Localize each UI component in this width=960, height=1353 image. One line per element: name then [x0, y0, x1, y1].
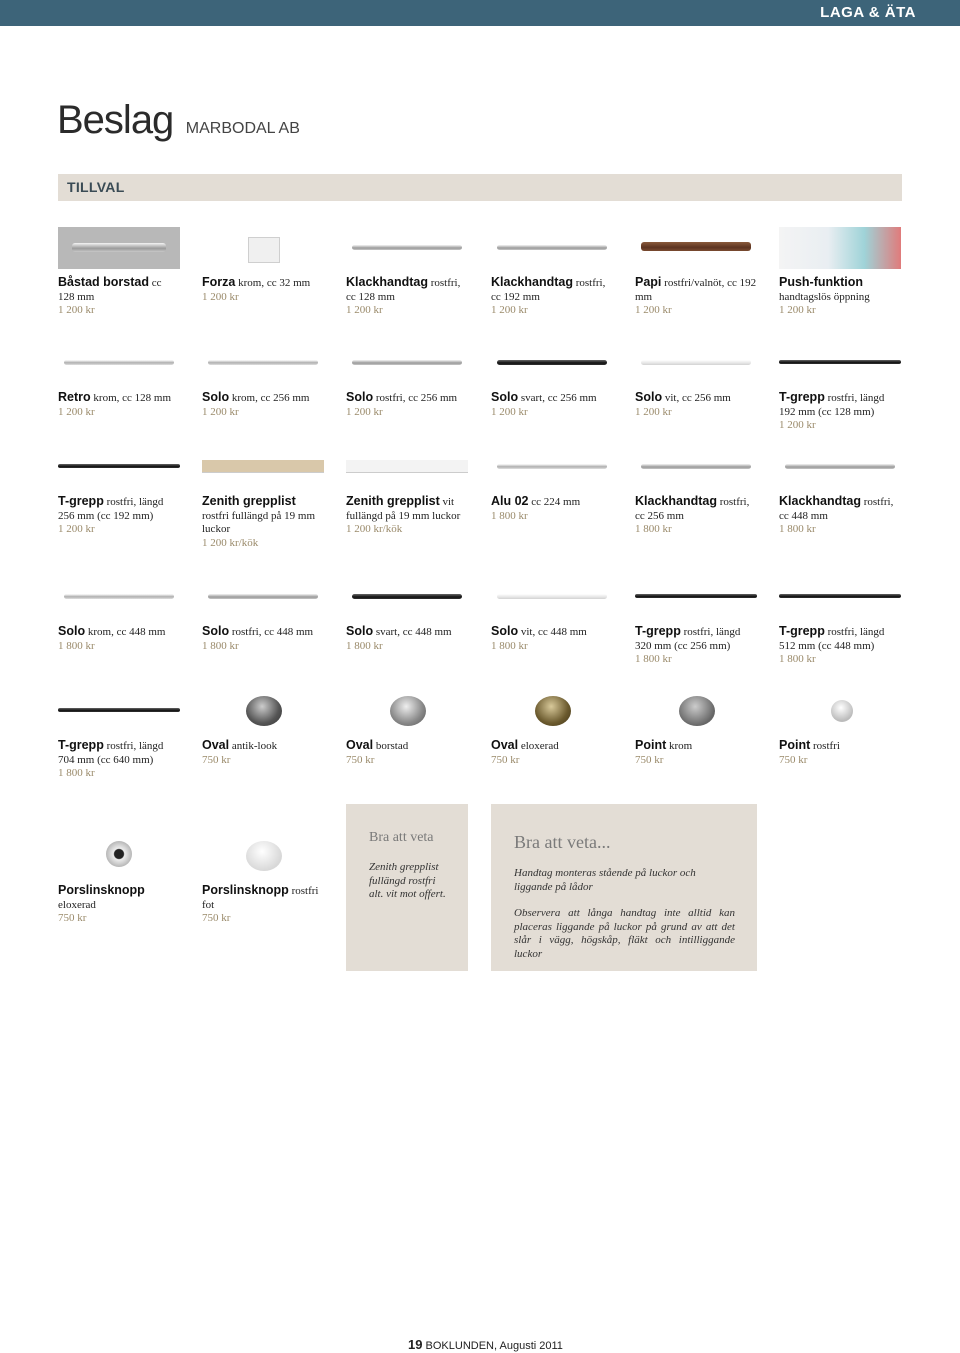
product-desc: rostfri, cc 128 mm [346, 277, 461, 303]
product-name: T-grepp [635, 624, 681, 638]
product-image [779, 342, 901, 384]
product-desc: rostfri, längd 256 mm (cc 192 mm) [58, 496, 164, 522]
product-name: Solo [491, 390, 519, 404]
product-price: 1 800 kr [779, 653, 816, 665]
product-text [202, 884, 324, 912]
product-price: 1 200 kr [58, 405, 95, 418]
product-text [58, 276, 180, 304]
product-price: 1 200 kr [491, 405, 528, 418]
product-item [346, 342, 468, 419]
product-image [58, 835, 180, 877]
product-desc: svart, cc 448 mm [373, 626, 452, 638]
product-name: Zenith grepplist [346, 494, 440, 508]
product-price: 750 kr [346, 753, 375, 766]
product-price: 1 800 kr [779, 523, 816, 535]
product-price: 1 800 kr [635, 653, 672, 665]
product-item [58, 227, 180, 318]
product-image [491, 342, 613, 384]
product-desc: vit, cc 256 mm [662, 392, 731, 404]
product-price: 750 kr [202, 912, 231, 924]
page-number: 19 [408, 1337, 423, 1352]
product-desc: vit, cc 448 mm [518, 626, 587, 638]
section-label: LAGA & ÄTA [820, 4, 916, 21]
product-image [58, 227, 180, 269]
product-name: Solo [202, 624, 230, 638]
product-name: Zenith grepplist [202, 494, 296, 508]
product-price: 1 200 kr [346, 304, 383, 316]
product-name: T-grepp [779, 624, 825, 638]
info-large-para1: Handtag monteras stående på luckor och liggande på lådor [514, 867, 696, 893]
product-name: Oval [202, 738, 230, 752]
product-image [58, 342, 180, 384]
product-item [58, 342, 180, 419]
top-bar [0, 0, 960, 26]
product-item [635, 342, 757, 419]
product-name: Point [635, 738, 667, 752]
product-desc: krom, cc 128 mm [90, 392, 172, 404]
product-item [58, 835, 180, 926]
product-desc: rostfri [810, 740, 840, 752]
product-text [779, 625, 901, 653]
product-text [58, 495, 180, 523]
tillval-banner [58, 174, 902, 201]
product-desc: rostfri, längd 192 mm (cc 128 mm) [779, 392, 885, 418]
product-text [58, 884, 180, 912]
product-desc: borstad [373, 740, 409, 752]
product-price: 750 kr [779, 753, 808, 766]
product-image [635, 227, 757, 269]
product-desc: rostfri, längd 320 mm (cc 256 mm) [635, 626, 741, 652]
product-price: 1 800 kr [491, 639, 528, 652]
product-price: 1 200 kr [635, 304, 672, 316]
product-text [635, 391, 757, 406]
product-text [58, 739, 180, 767]
product-desc: rostfri, cc 192 mm [491, 277, 606, 303]
product-image [491, 690, 613, 732]
product-price: 1 200 kr [491, 304, 528, 316]
product-item [635, 446, 757, 537]
product-text [346, 739, 468, 754]
product-text [346, 276, 468, 304]
product-item [491, 227, 613, 318]
product-desc: rostfri fullängd på 19 mm luckor [202, 509, 316, 535]
product-desc: antik-look [229, 740, 278, 752]
product-item [635, 227, 757, 318]
product-text [346, 625, 468, 640]
product-price: 750 kr [202, 753, 231, 766]
product-image [346, 342, 468, 384]
product-name: Porslinsknopp [202, 883, 289, 897]
product-text [635, 276, 757, 304]
product-price: 750 kr [58, 912, 87, 924]
product-price: 1 200 kr [779, 304, 816, 316]
product-price: 1 200 kr [58, 523, 95, 535]
product-desc: vit fullängd på 19 mm luckor [346, 496, 461, 522]
product-desc: handtagslös öppning [779, 290, 870, 303]
product-name: Solo [491, 624, 519, 638]
product-text [491, 625, 613, 640]
product-item [202, 576, 324, 653]
product-desc: eloxerad [58, 898, 96, 911]
product-image [58, 446, 180, 488]
product-desc: krom, cc 448 mm [85, 626, 166, 638]
product-name: Solo [58, 624, 86, 638]
info-large-para2: Observera att långa handtag inte alltid kan placeras liggande på luckor på grund av att det slår i vägg, högskåp, fläkt och intilliggande luckor [514, 907, 735, 960]
product-item [491, 446, 613, 523]
product-name: Porslinsknopp [58, 883, 145, 897]
product-image [346, 690, 468, 732]
product-name: Solo [635, 390, 663, 404]
product-price: 1 200 kr [58, 304, 95, 316]
product-desc: rostfri, längd 704 mm (cc 640 mm) [58, 740, 164, 766]
product-name: Solo [202, 390, 230, 404]
product-text [491, 276, 613, 304]
product-item [346, 446, 468, 537]
product-item [202, 835, 324, 926]
product-text [202, 391, 324, 406]
product-item [491, 690, 613, 767]
product-item [346, 576, 468, 653]
product-desc: eloxerad [518, 740, 559, 752]
product-image [635, 690, 757, 732]
product-desc: krom, cc 256 mm [229, 392, 310, 404]
product-desc: rostfri, cc 256 mm [373, 392, 458, 404]
product-image [58, 576, 180, 618]
product-text [635, 739, 757, 754]
product-name: Båstad borstad [58, 275, 149, 289]
product-image [202, 576, 324, 618]
info-box-large [491, 804, 757, 971]
product-price: 1 200 kr/kök [202, 536, 259, 549]
product-text [346, 391, 468, 406]
product-name: Klackhandtag [346, 275, 428, 289]
product-image [635, 446, 757, 488]
info-box-small [346, 804, 468, 971]
product-item [779, 446, 901, 537]
product-name: T-grepp [58, 738, 104, 752]
product-price: 1 800 kr [635, 523, 672, 535]
product-item [202, 690, 324, 767]
product-image [779, 227, 901, 269]
product-text [779, 276, 901, 304]
product-name: Klackhandtag [491, 275, 573, 289]
product-name: Oval [491, 738, 519, 752]
product-image [635, 342, 757, 384]
tillval-label: TILLVAL [67, 179, 125, 195]
product-text [779, 391, 901, 419]
product-price: 1 200 kr [202, 290, 239, 303]
page-title [57, 98, 300, 143]
product-desc: krom, cc 32 mm [235, 277, 311, 289]
footer-brand: BOKLUNDEN, [425, 1340, 498, 1352]
product-text [491, 739, 613, 754]
product-name: Klackhandtag [635, 494, 717, 508]
product-image [779, 690, 901, 732]
product-text [202, 625, 324, 640]
product-price: 1 200 kr [202, 405, 239, 418]
product-desc: cc 224 mm [528, 496, 581, 508]
product-image [491, 227, 613, 269]
product-item [202, 342, 324, 419]
product-price: 1 200 kr [779, 419, 816, 431]
product-price: 1 800 kr [491, 509, 528, 522]
product-name: T-grepp [779, 390, 825, 404]
product-desc: svart, cc 256 mm [518, 392, 597, 404]
product-image [779, 446, 901, 488]
product-price: 1 200 kr [346, 405, 383, 418]
product-name: Oval [346, 738, 374, 752]
product-image [491, 446, 613, 488]
product-name: Papi [635, 275, 662, 289]
product-name: Point [779, 738, 811, 752]
product-price: 750 kr [491, 753, 520, 766]
product-text [58, 391, 180, 406]
product-name: Retro [58, 390, 91, 404]
title-company: MARBODAL AB [185, 120, 300, 137]
product-item [202, 227, 324, 304]
product-item [58, 576, 180, 653]
product-name: Alu 02 [491, 494, 529, 508]
product-name: Klackhandtag [779, 494, 861, 508]
product-price: 1 800 kr [202, 639, 239, 652]
product-desc: cc 128 mm [58, 277, 162, 303]
product-image [202, 227, 324, 269]
product-text [202, 276, 324, 291]
product-name: Solo [346, 390, 374, 404]
product-desc: rostfri/valnöt, cc 192 mm [635, 277, 757, 303]
product-text [635, 625, 757, 653]
product-item [202, 446, 324, 550]
product-image [202, 690, 324, 732]
product-item [491, 342, 613, 419]
product-item [779, 227, 901, 318]
product-name: Forza [202, 275, 236, 289]
product-image [346, 227, 468, 269]
product-text [779, 495, 901, 523]
info-small-heading: Bra att veta [369, 830, 434, 845]
product-desc: rostfri, cc 448 mm [229, 626, 314, 638]
product-item [346, 227, 468, 318]
product-text [202, 739, 324, 754]
info-small-text: Zenith grepplist fullängd rostfri alt. vit mot offert. [369, 861, 446, 900]
product-item [635, 576, 757, 667]
product-name: Push-funktion [779, 275, 864, 289]
product-item [779, 690, 901, 767]
product-text [635, 495, 757, 523]
product-price: 750 kr [635, 753, 664, 766]
product-name: T-grepp [58, 494, 104, 508]
title-main: Beslag [57, 98, 174, 142]
product-item [635, 690, 757, 767]
product-image [779, 576, 901, 618]
product-price: 1 200 kr/kök [346, 523, 403, 535]
product-price: 1 200 kr [635, 405, 672, 418]
product-desc: rostfri fot [202, 885, 319, 911]
product-desc: rostfri, cc 448 mm [779, 496, 894, 522]
product-desc: rostfri, cc 256 mm [635, 496, 750, 522]
product-image [58, 690, 180, 732]
product-name: Solo [346, 624, 374, 638]
product-text [491, 495, 613, 510]
product-desc: krom [666, 740, 693, 752]
product-text [202, 495, 324, 537]
product-item [346, 690, 468, 767]
product-desc: rostfri, längd 512 mm (cc 448 mm) [779, 626, 885, 652]
product-item [779, 342, 901, 433]
product-image [635, 576, 757, 618]
info-large-heading: Bra att veta... [514, 832, 611, 852]
product-image [346, 446, 468, 488]
product-item [58, 446, 180, 537]
product-image [202, 835, 324, 877]
product-item [58, 690, 180, 781]
product-text [58, 625, 180, 640]
product-price: 1 800 kr [346, 639, 383, 652]
product-item [491, 576, 613, 653]
product-image [202, 342, 324, 384]
product-text [346, 495, 468, 523]
footer-date: Augusti 2011 [499, 1340, 563, 1352]
footer [408, 1337, 563, 1352]
product-text [779, 739, 901, 754]
product-price: 1 800 kr [58, 639, 95, 652]
product-image [202, 446, 324, 488]
product-price: 1 800 kr [58, 767, 95, 779]
product-image [346, 576, 468, 618]
product-item [779, 576, 901, 667]
product-image [491, 576, 613, 618]
product-text [491, 391, 613, 406]
